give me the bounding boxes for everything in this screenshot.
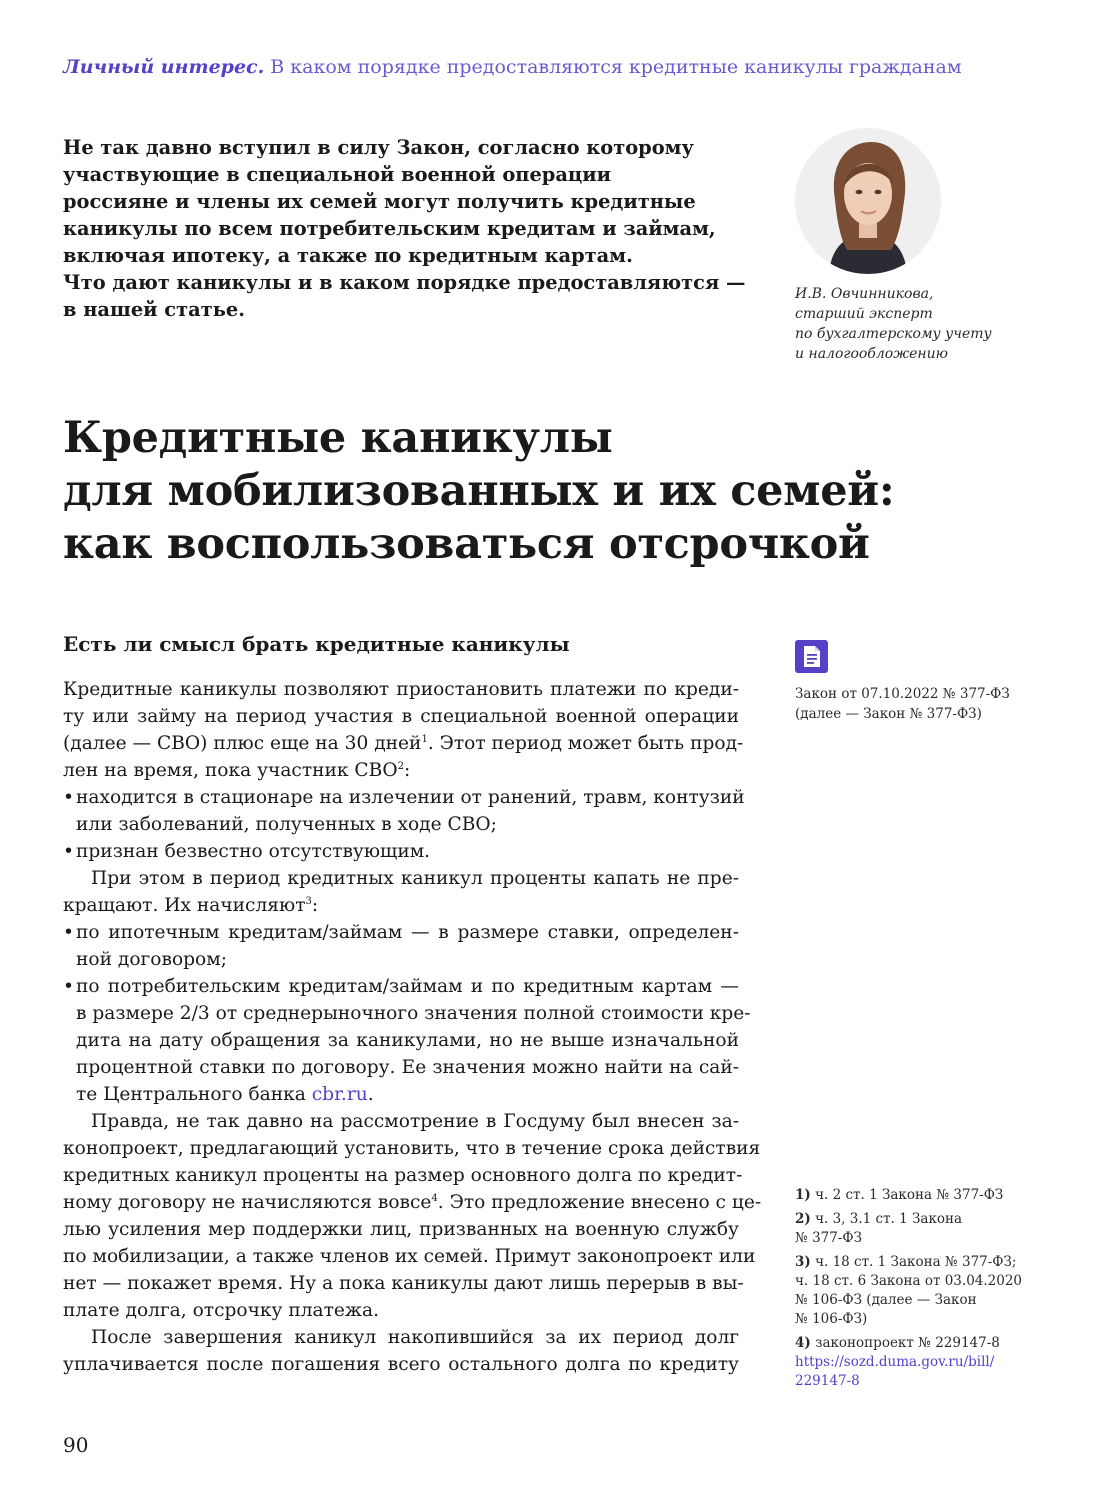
document-icon (795, 640, 828, 673)
law-reference-note (795, 684, 1055, 724)
rubric-topic: В каком порядке предоставляются кредитные каникулы гражданам (270, 56, 962, 78)
body-line (63, 1189, 762, 1216)
footnote-text: № 106-ФЗ (далее — Закон (795, 1292, 977, 1308)
footnote-item (795, 1253, 1045, 1329)
footnote-text: ч. 3, 3.1 ст. 1 Закона (815, 1211, 963, 1227)
lead-line: в нашей статье. (63, 298, 245, 321)
body-line (63, 757, 739, 784)
footnote-ref: 1 (421, 734, 428, 745)
author-caption (795, 284, 1025, 364)
article-body (63, 676, 762, 1378)
footnote-item (795, 1210, 1045, 1248)
author-name: И.В. Овчинникова, (795, 286, 934, 302)
footnote-item (795, 1186, 1045, 1205)
body-line: лью усиления мер поддержки лиц, призванных на военную службу (63, 1219, 739, 1240)
footnote-ref: 3 (305, 896, 312, 907)
bullet-item: • признан безвестно отсутствующим. (63, 838, 739, 865)
body-text: : (403, 760, 411, 781)
body-line: Правда, не так давно на рассмотрение в Госдуму был внесен за- (91, 1111, 739, 1132)
bullet-item: • находится в стационаре на излечении от ранений, травм, контузий (63, 784, 739, 811)
footnote-item (795, 1334, 1045, 1391)
law-reference-line: (далее — Закон № 377-ФЗ) (795, 706, 982, 722)
law-reference-line: Закон от 07.10.2022 № 377-ФЗ (795, 686, 1010, 702)
body-text: . Это предложение внесено с це- (437, 1192, 762, 1213)
footnote-text: законопроект № 229147-8 (815, 1335, 1000, 1351)
body-text: кращают. Их начисляют (63, 895, 306, 916)
footnotes (795, 1186, 1045, 1396)
body-line: Кредитные каникулы позволяют приостановить платежи по креди- (63, 679, 739, 700)
footnote-text: ч. 18 ст. 6 Закона от 03.04.2020 (795, 1273, 1023, 1289)
duma-bill-link[interactable]: 229147-8 (795, 1373, 860, 1389)
footnote-text: № 377-ФЗ (795, 1230, 863, 1246)
body-text: : (311, 895, 319, 916)
author-role-line: старший эксперт (795, 306, 933, 322)
bullet-item: • по потребительским кредитам/займам и по кредитным картам — (63, 973, 739, 1000)
body-line (63, 730, 744, 757)
body-line: конопроект, предлагающий установить, что в течение срока действия (63, 1138, 761, 1159)
body-line (63, 892, 739, 919)
author-photo (795, 128, 941, 274)
bullet-continuation: дита на дату обращения за каникулами, но не выше изначальной (76, 1030, 739, 1051)
lead-line: Не так давно вступил в силу Закон, согласно которому (63, 136, 694, 159)
body-line: плате долга, отсрочку платежа. (63, 1300, 380, 1321)
body-line: уплачивается после погашения всего остального долга по кредиту (63, 1354, 739, 1375)
body-line: кредитных каникул проценты на размер основного долга по кредит- (63, 1165, 743, 1186)
bullet-continuation: в размере 2/3 от среднерыночного значения полной стоимости кре- (76, 1003, 751, 1024)
footnote-number: 4) (795, 1335, 811, 1351)
body-line: по мобилизации, а также членов их семей. Примут законопроект или (63, 1246, 756, 1267)
headline-line: для мобилизованных и их семей: (63, 466, 895, 516)
footnote-text: ч. 2 ст. 1 Закона № 377-ФЗ (815, 1187, 1004, 1203)
body-text: (далее — СВО) плюс еще на 30 дней (63, 733, 422, 754)
footnote-ref: 2 (397, 761, 404, 772)
body-line: нет — покажет время. Ну а пока каникулы дают лишь перерыв в вы- (63, 1273, 744, 1294)
body-text: . Этот период может быть прод- (427, 733, 744, 754)
body-text: лен на время, пока участник СВО (63, 760, 398, 781)
lead-line: россияне и члены их семей могут получить кредитные (63, 190, 696, 213)
bullet-continuation: процентной ставки по договору. Ее значения можно найти на сай- (76, 1057, 739, 1078)
rubric-label: Личный интерес. (63, 56, 265, 78)
cbr-link[interactable]: cbr.ru (311, 1084, 368, 1105)
footnote-number: 1) (795, 1187, 811, 1203)
bullet-continuation: или заболеваний, полученных в ходе СВО; (76, 814, 497, 835)
article-headline (63, 412, 1063, 571)
body-line: При этом в период кредитных каникул проценты капать не пре- (91, 868, 739, 889)
section-header (63, 54, 962, 80)
body-text: . (367, 1084, 374, 1105)
author-role-line: по бухгалтерскому учету (795, 326, 992, 342)
footnote-ref: 4 (431, 1193, 438, 1204)
headline-line: как воспользоваться отсрочкой (63, 519, 870, 569)
footnote-number: 3) (795, 1254, 811, 1270)
headline-line: Кредитные каникулы (63, 413, 613, 463)
lead-paragraph (63, 134, 753, 323)
page-number: 90 (63, 1433, 89, 1457)
lead-line: Что дают каникулы и в каком порядке предоставляются — (63, 271, 746, 294)
body-text: ному договору не начисляются вовсе (63, 1192, 432, 1213)
bullet-continuation: ной договором; (76, 949, 227, 970)
lead-line: участвующие в специальной военной операции (63, 163, 612, 186)
body-line: ту или займу на период участия в специальной военной операции (63, 706, 739, 727)
section-subheading: Есть ли смысл брать кредитные каникулы (63, 632, 570, 656)
body-text: те Центрального банка (76, 1084, 306, 1105)
footnote-text: ч. 18 ст. 1 Закона № 377-ФЗ; (815, 1254, 1017, 1270)
body-line: После завершения каникул накопившийся за их период долг (91, 1327, 739, 1348)
author-role-line: и налогообложению (795, 346, 948, 362)
footnote-text: № 106-ФЗ) (795, 1311, 868, 1327)
footnote-number: 2) (795, 1211, 811, 1227)
author-photo-illustration (795, 128, 941, 274)
bullet-item: • по ипотечным кредитам/займам — в размере ставки, определен- (63, 919, 739, 946)
bullet-continuation (63, 1081, 739, 1108)
lead-line: каникулы по всем потребительским кредитам и займам, (63, 217, 716, 240)
duma-bill-link[interactable]: https://sozd.duma.gov.ru/bill/ (795, 1354, 995, 1370)
lead-line: включая ипотеку, а также по кредитным картам. (63, 244, 633, 267)
